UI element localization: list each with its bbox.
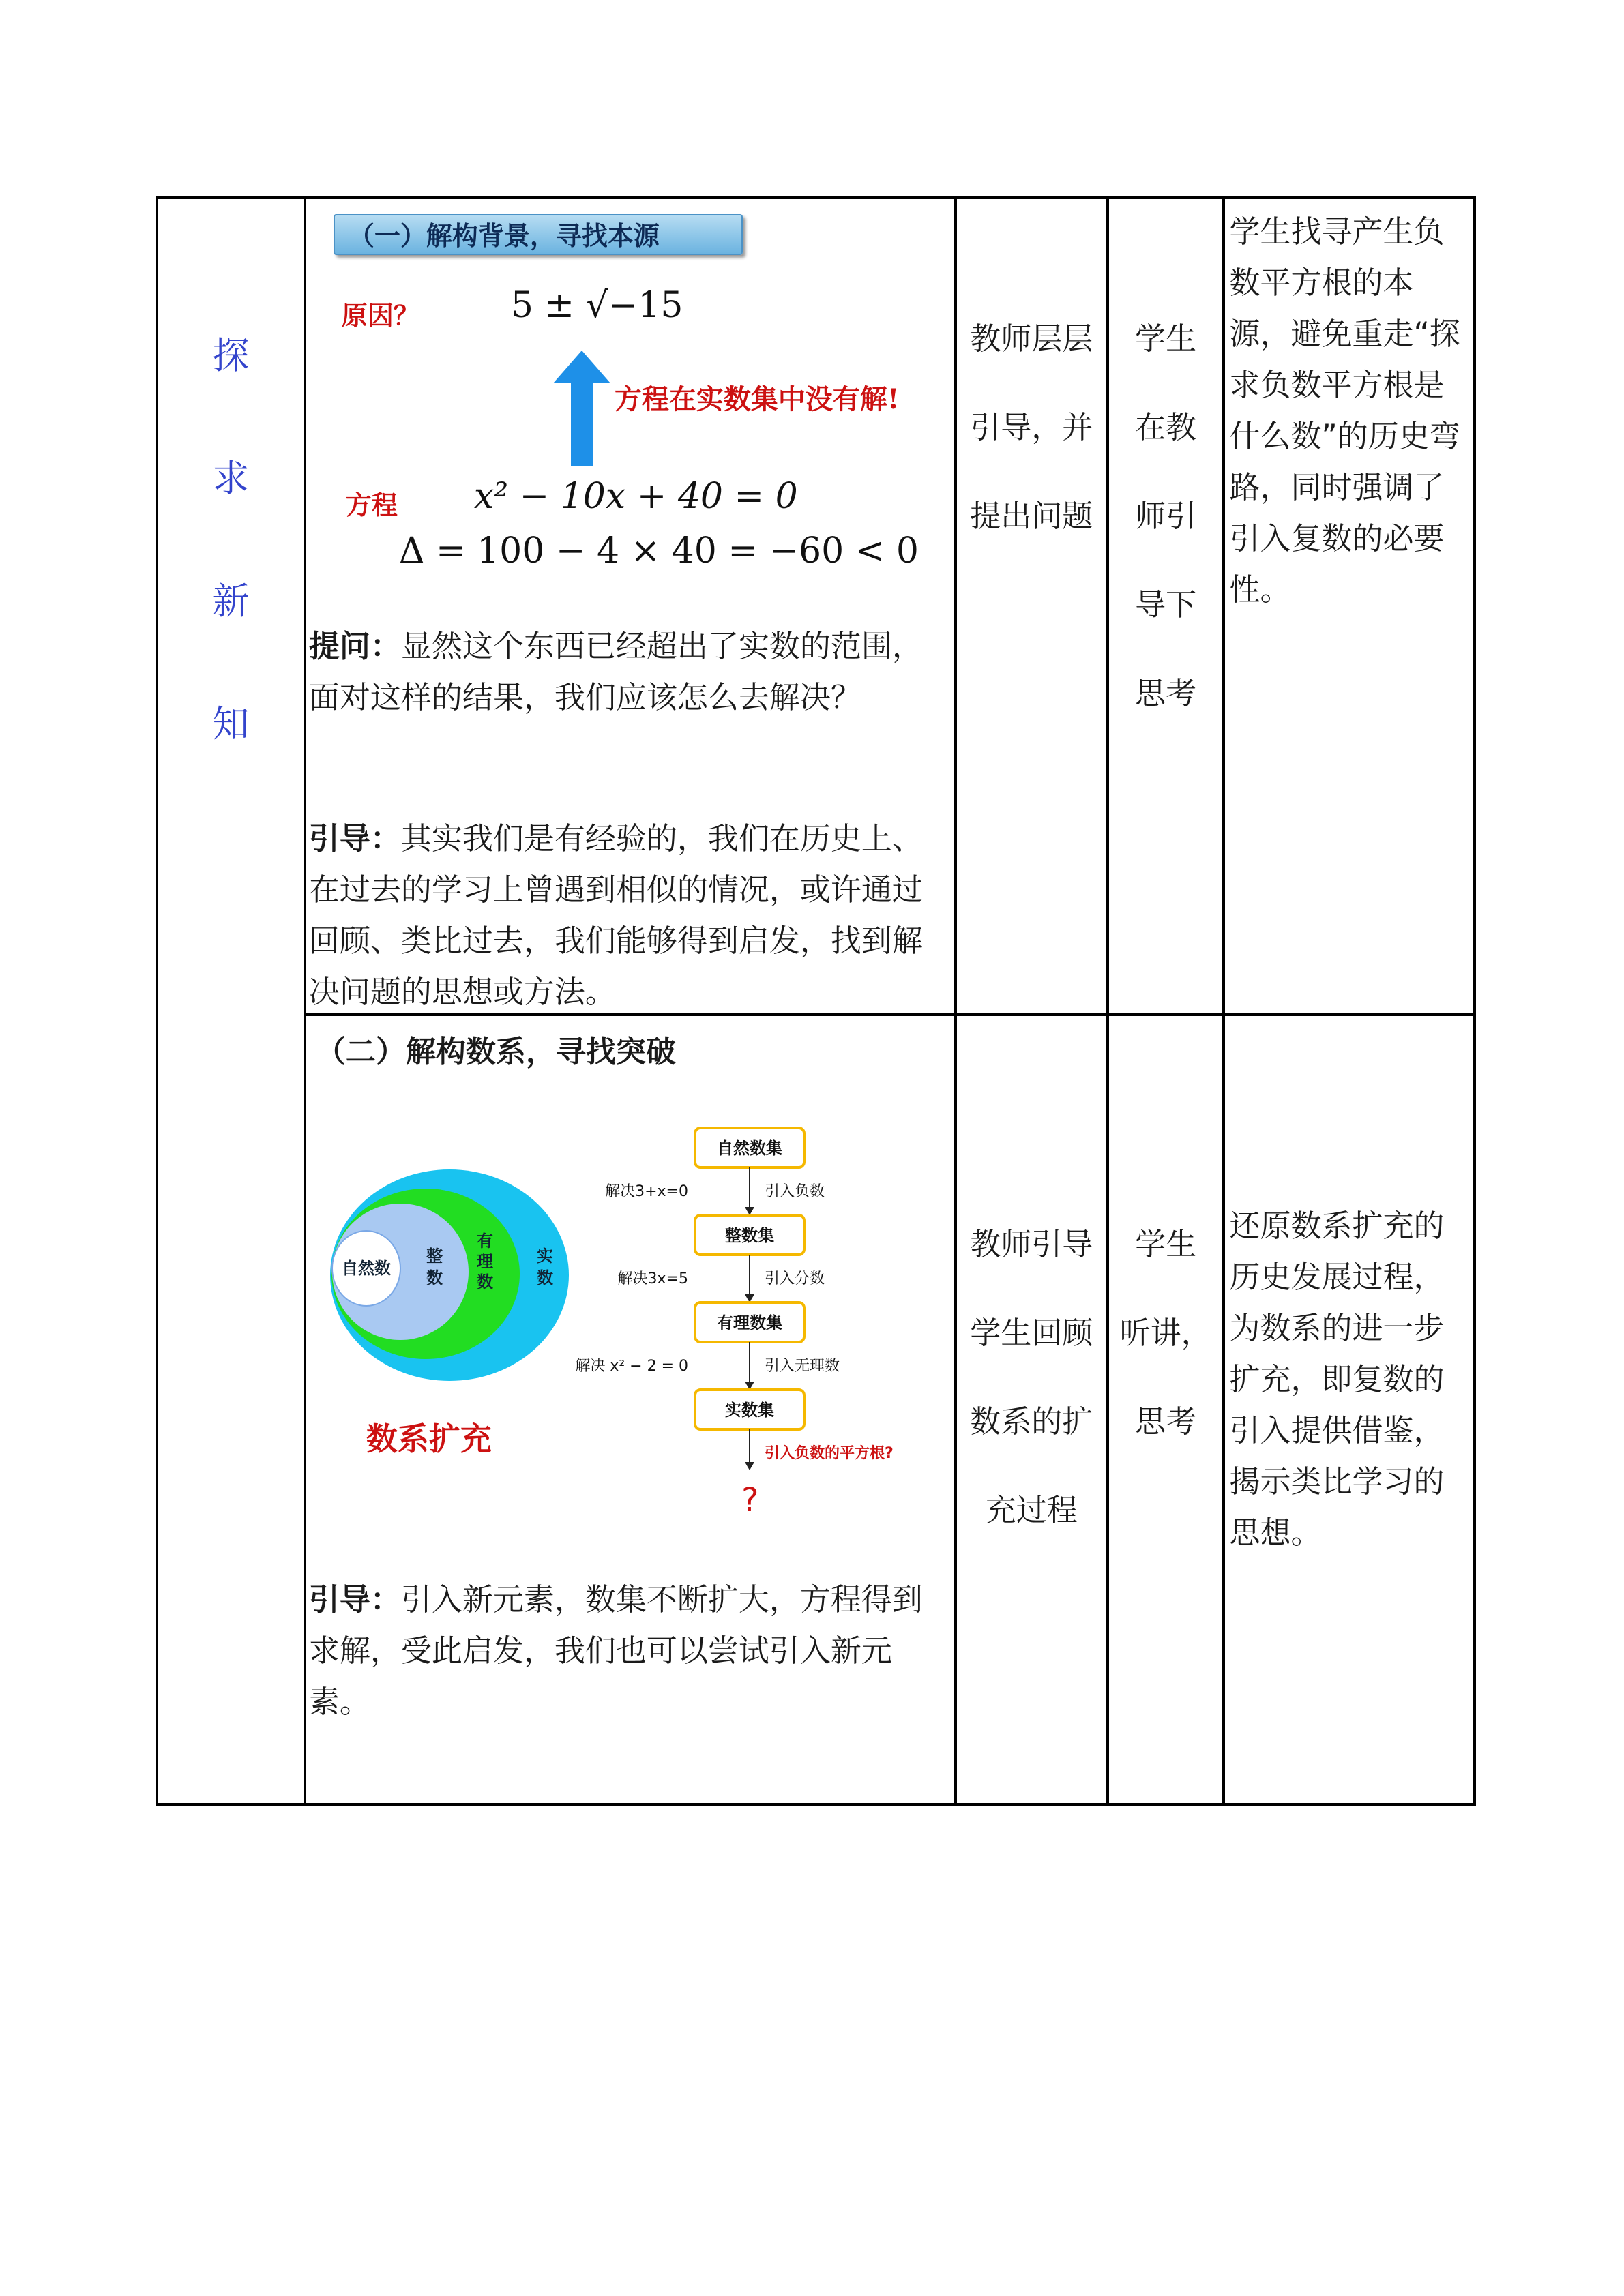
flow-left-note: 解决3x=5 (617, 1270, 688, 1287)
teacher-line: 引导，并 (970, 409, 1093, 445)
venn-caption: 数系扩充 (366, 1420, 492, 1457)
flow-arrow-head (745, 1462, 754, 1470)
question-mark-icon: ? (741, 1481, 759, 1519)
table-row (157, 1015, 1475, 1804)
lesson-table (156, 196, 1476, 1806)
venn-label-part: 数 (426, 1268, 443, 1287)
flow-box-label: 有理数集 (716, 1313, 782, 1332)
teacher-line: 学生回顾 (970, 1315, 1093, 1351)
arrow-note: 方程在实数集中没有解! (614, 383, 900, 415)
teacher-activity (957, 199, 1106, 561)
teacher-line: 教师层层 (970, 320, 1093, 357)
student-cell (1108, 198, 1224, 1015)
teacher-line: 数系的扩 (970, 1403, 1093, 1440)
venn-label-part: 整 (426, 1247, 443, 1266)
section-char: 探 (212, 334, 250, 377)
content-cell (305, 1015, 956, 1804)
goal-cell (1224, 1015, 1475, 1804)
student-line: 学生 (1135, 1226, 1197, 1262)
flow-box-label: 实数集 (724, 1401, 774, 1420)
question-label: 提问： (308, 628, 401, 664)
question-paragraph (309, 621, 943, 723)
student-line: 听讲， (1119, 1315, 1212, 1351)
teacher-cell (956, 1015, 1108, 1804)
number-system-flowchart (575, 1125, 947, 1519)
guide-label: 引导： (308, 820, 401, 856)
section-char: 求 (212, 457, 250, 500)
student-line: 学生 (1135, 320, 1197, 357)
design-intent: 还原数系扩充的历史发展过程，为数系的进一步扩充，即复数的引入提供借鉴，揭示类比学习的思想。 (1229, 1208, 1445, 1551)
section-cell (157, 198, 305, 1804)
guide-label: 引导： (308, 1581, 401, 1617)
section-char: 新 (212, 580, 250, 623)
design-intent: 学生找寻产生负数平方根的本源，避免重走“探求负数平方根是什么数”的历史弯路，同时强调了引入复数的必要性。 (1229, 213, 1460, 608)
section-title (158, 199, 304, 786)
up-arrow-icon (553, 351, 610, 466)
equation: x² − 10x + 40 = 0 (473, 476, 798, 517)
flow-left-note: 解决3+x=0 (605, 1183, 688, 1200)
venn-label: 自然数 (341, 1259, 391, 1278)
student-line: 在教 (1135, 409, 1197, 445)
flow-right-note: 引入无理数 (764, 1358, 840, 1375)
guide-paragraph (309, 813, 943, 1017)
guide-text: 其实我们是有经验的，我们在历史上、在过去的学习上曾遇到相似的情况，或许通过回顾、类比过去，我们能够得到启发，找到解决问题的思想或方法。 (308, 820, 923, 1010)
student-line: 师引 (1135, 498, 1197, 534)
teacher-line: 教师引导 (970, 1226, 1093, 1262)
venn-label-part: 实 (536, 1247, 553, 1266)
venn-label-part: 理 (476, 1252, 493, 1271)
flow-left-note: 解决 x² − 2 = 0 (575, 1358, 688, 1375)
flow-final-note: 引入负数的平方根? (764, 1445, 894, 1462)
question-text: 显然这个东西已经超出了实数的范围，面对这样的结果，我们应该怎么去解决？ (308, 628, 923, 715)
section-banner: （一）解构背景，寻找本源 (334, 214, 743, 255)
venn-label-part: 数 (476, 1272, 493, 1292)
student-cell (1108, 1015, 1224, 1804)
teacher-activity (957, 1016, 1106, 1555)
student-line: 思考 (1135, 1403, 1197, 1440)
guide-text: 引入新元素，数集不断扩大，方程得到求解，受此启发，我们也可以尝试引入新元素。 (308, 1581, 923, 1720)
flow-right-note: 引入分数 (764, 1270, 825, 1287)
discriminant: Δ = 100 − 4 × 40 = −60 < 0 (398, 531, 919, 571)
teacher-line: 充过程 (985, 1492, 1078, 1528)
number-system-venn-diagram (320, 1166, 572, 1384)
teacher-cell (956, 198, 1108, 1015)
section-subtitle: （二）解构数系，寻找突破 (315, 1034, 676, 1069)
reason-label: 原因？ (341, 300, 419, 331)
teacher-line: 提出问题 (970, 498, 1093, 534)
equation-label: 方程 (345, 490, 398, 520)
content-cell (305, 198, 956, 1015)
student-activity (1109, 199, 1223, 738)
reason-expression: 5 ± √−15 (510, 285, 683, 326)
table-row (157, 198, 1475, 1015)
venn-label-part: 有 (476, 1232, 493, 1251)
student-line: 思考 (1135, 675, 1197, 711)
flow-box-label: 自然数集 (716, 1139, 782, 1158)
student-activity (1109, 1016, 1223, 1466)
goal-cell (1224, 198, 1475, 1015)
venn-label-part: 数 (536, 1268, 553, 1287)
section-char: 知 (212, 702, 250, 745)
guide-paragraph (309, 1574, 943, 1727)
student-line: 导下 (1135, 586, 1197, 623)
flow-box-label: 整数集 (724, 1226, 774, 1245)
flow-right-note: 引入负数 (764, 1183, 825, 1200)
